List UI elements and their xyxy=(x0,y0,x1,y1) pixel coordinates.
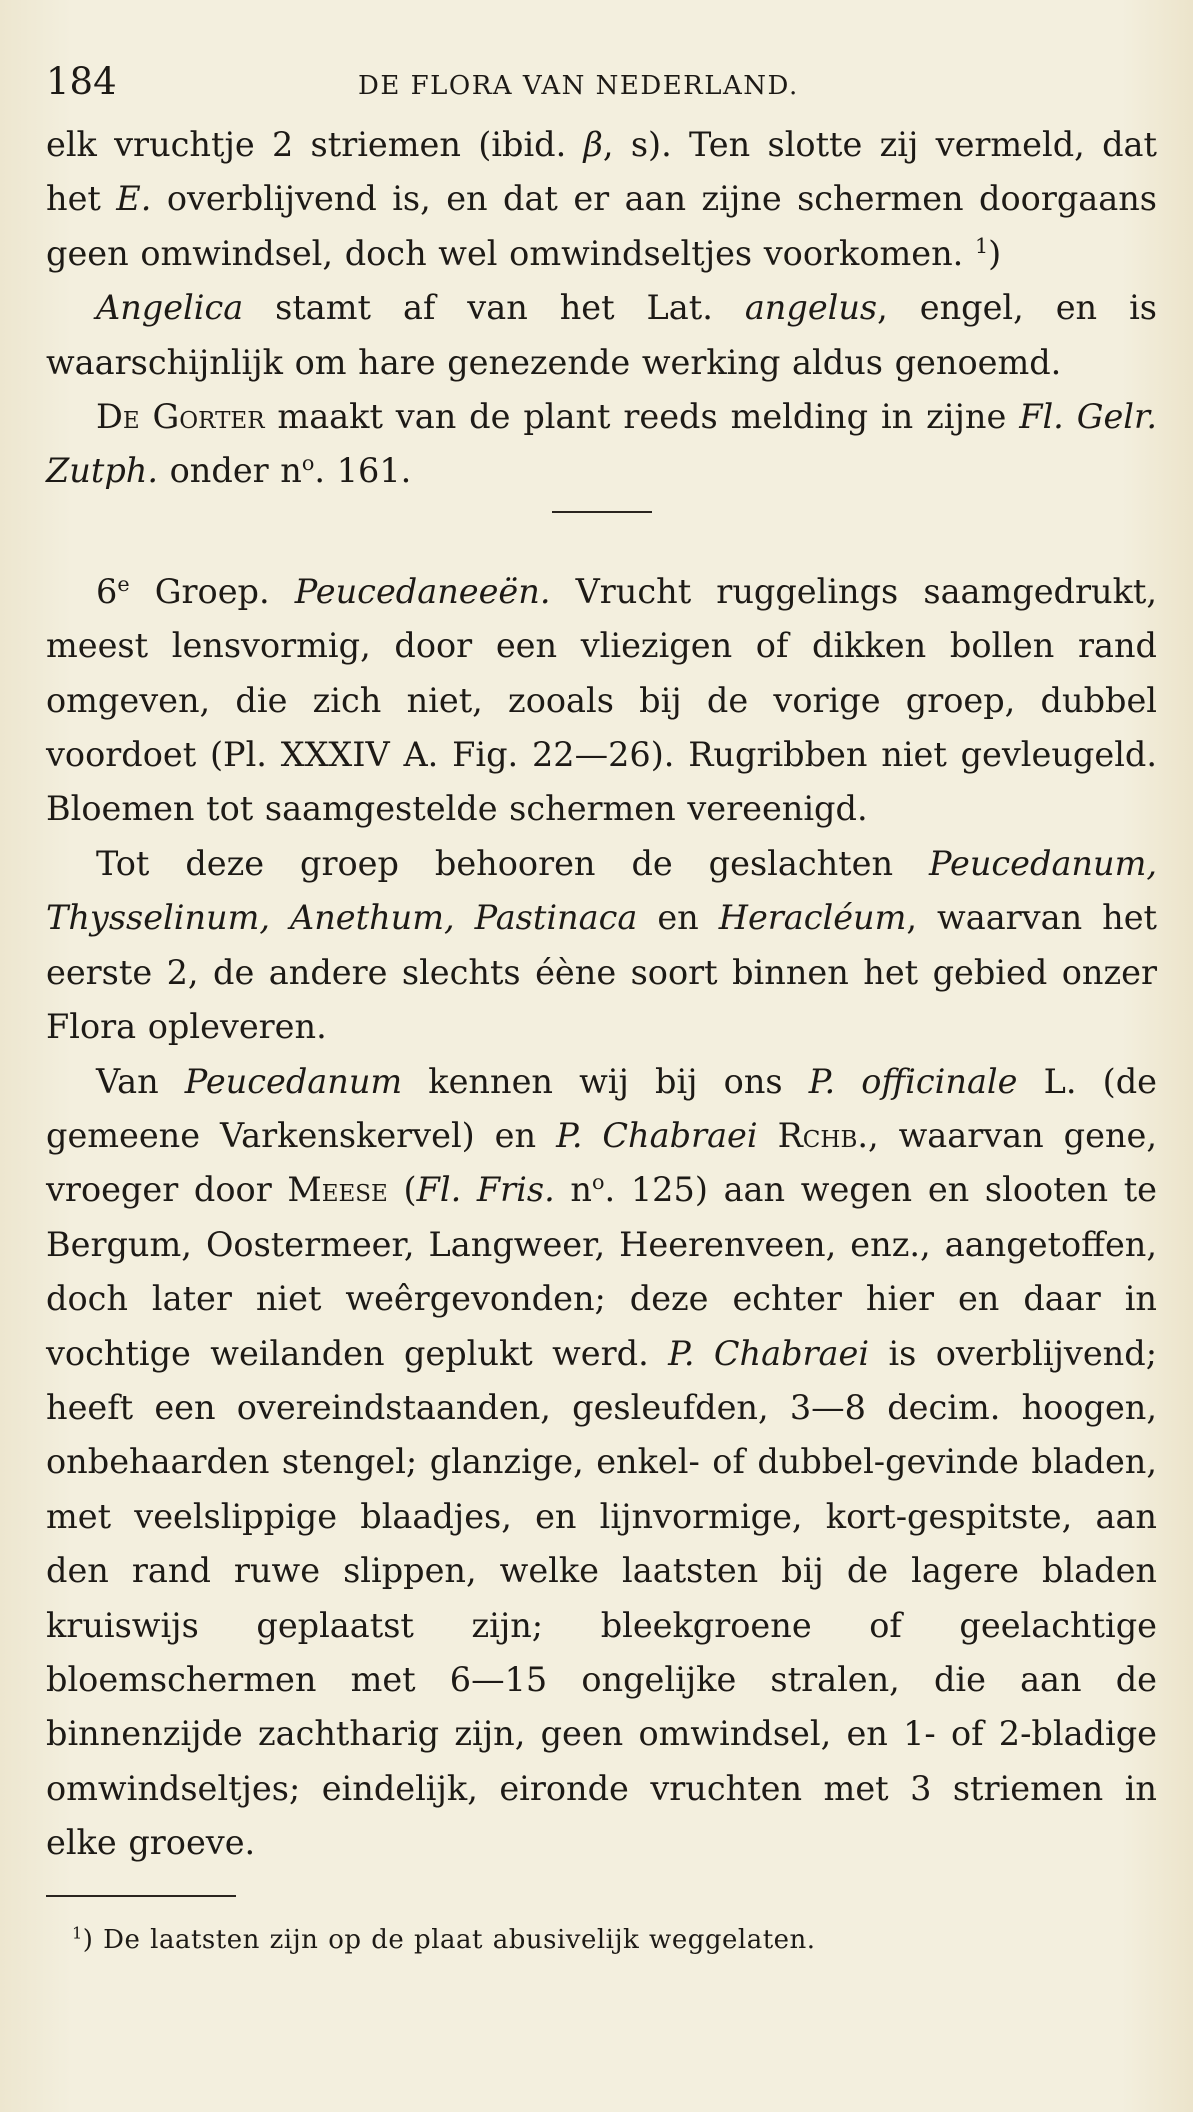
text-run: Van xyxy=(96,1061,185,1101)
text-run: is overblijvend; heeft een overeindstaanden, gesleufden, 3—8 decim. hoogen, onbehaarden stengel; glanzige, enkel- of dubbel-gevinde bladen, met veelslippige blaadjes, en lijnvormige, kort-gespitste, aan den rand ruwe slippen, welke laatsten bij de lagere bladen kruiswijs geplaatst zijn; bleekgroene of geelachtige bloemschermen met 6—15 ongelijke stralen, die aan de binnenzijde zachtharig zijn, geen omwindsel, en 1- of 2-bladige omwindseltjes; eindelijk, eironde vruchten met 3 striemen in elke groeve. xyxy=(46,1333,1157,1863)
text-run xyxy=(758,1116,778,1155)
page-number: 184 xyxy=(46,60,117,103)
footnote-marker: 1 xyxy=(72,1922,83,1942)
text-run: , waarvan het eerste 2, de andere slechts éène soort binnen het gebied onzer Flora opleveren. xyxy=(46,898,1158,1047)
paragraph-group-definition xyxy=(46,565,1157,837)
paragraph-de-gorter xyxy=(46,390,1157,499)
work-title: Fl. Gelr. Zutph. xyxy=(46,397,1158,491)
group-name: Peucedaneeën. xyxy=(294,571,551,611)
text-run: onder n xyxy=(157,451,302,491)
text-run: Vrucht ruggelings saamgedrukt, meest lensvormig, door een vliezigen of dikken bollen rand omgeven, die zich niet, zooals bij de vorige groep, dubbel voordoet (Pl. XXXIV A. Fig. 22—26). Rugribben niet gevleugeld. Bloemen tot saamgestelde schermen vereenigd. xyxy=(46,571,1157,829)
text-run: L. (de gemeene Varkenskervel) en xyxy=(46,1061,1157,1155)
text-run: . 161. xyxy=(314,451,412,491)
superscript: o xyxy=(592,1170,605,1195)
footnote-text: ) De laatsten zijn op de plaat abusivelijk weggelaten. xyxy=(82,1924,816,1955)
text-run: stamt af van het Lat. xyxy=(243,288,745,328)
genus-name: Pastinaca xyxy=(474,898,638,938)
text-run: maakt van de plant reeds melding in zijne xyxy=(264,397,1020,437)
paragraph-continuation xyxy=(46,118,1157,281)
group-section xyxy=(46,565,1157,1871)
running-head: DE FLORA VAN NEDERLAND. xyxy=(358,71,799,101)
text-run: n xyxy=(554,1170,593,1210)
author-name: Meese xyxy=(287,1170,388,1210)
text-run: . 125) aan wegen en slooten te Bergum, Oostermeer, Langweer, Heerenveen, enz., aangetoffen, doch later niet weêrgevonden; deze echter hier en daar in vochtige weilanden geplukt werd. xyxy=(46,1170,1158,1373)
species-name: P. officinale xyxy=(808,1061,1018,1101)
author-name: De Gorter xyxy=(96,397,265,437)
species-name: P. Chabraei xyxy=(556,1115,758,1155)
text-run: kennen wij bij ons xyxy=(402,1061,809,1101)
genus-name: Heracléum xyxy=(718,898,907,938)
text-run: ( xyxy=(387,1170,417,1210)
superscript: o xyxy=(301,451,315,476)
text-run: en xyxy=(637,898,719,938)
superscript: e xyxy=(117,571,130,596)
footnote xyxy=(46,1913,1157,1967)
paragraph-angelica xyxy=(46,281,1157,390)
section-divider xyxy=(552,511,652,513)
work-title: Fl. Fris. xyxy=(416,1170,555,1210)
text-run: , s). Ten slotte zij vermeld, dat het xyxy=(46,125,1157,219)
group-number: 6 xyxy=(96,571,118,611)
text-run xyxy=(455,898,475,937)
text-run: Groep. xyxy=(129,571,295,611)
footnote-divider xyxy=(46,1895,236,1897)
genus-names: Peucedanum, Thysselinum, Anethum, xyxy=(46,843,1157,938)
genus-name: Peucedanum xyxy=(184,1061,403,1101)
text-run: E. xyxy=(116,179,152,219)
text-run: Tot deze groep behooren de geslachten xyxy=(96,843,929,883)
text-run: overblijvend is, en dat er aan zijne schermen doorgaans geen omwindsel, doch wel omwindseltjes voorkomen. xyxy=(46,179,1158,273)
text-run: , waarvan gene, vroeger door xyxy=(46,1115,1158,1210)
text-run: angelus xyxy=(744,288,878,328)
body-text xyxy=(46,118,1157,1967)
text-run: Angelica xyxy=(96,288,244,328)
footnote-reference: 1 xyxy=(974,233,989,258)
page-header xyxy=(46,60,1157,118)
text-run: ) xyxy=(988,233,1002,273)
paragraph-genera xyxy=(46,837,1157,1055)
text-run: β xyxy=(583,125,603,164)
author-abbrev: Rchb. xyxy=(777,1115,868,1155)
paragraph-peucedanum xyxy=(46,1055,1157,1871)
text-run: elk vruchtje 2 striemen (ibid. xyxy=(46,125,584,164)
species-name: P. Chabraei xyxy=(668,1333,870,1373)
text-run: , engel, en is waarschijnlijk om hare genezende werking aldus genoemd. xyxy=(46,288,1157,382)
